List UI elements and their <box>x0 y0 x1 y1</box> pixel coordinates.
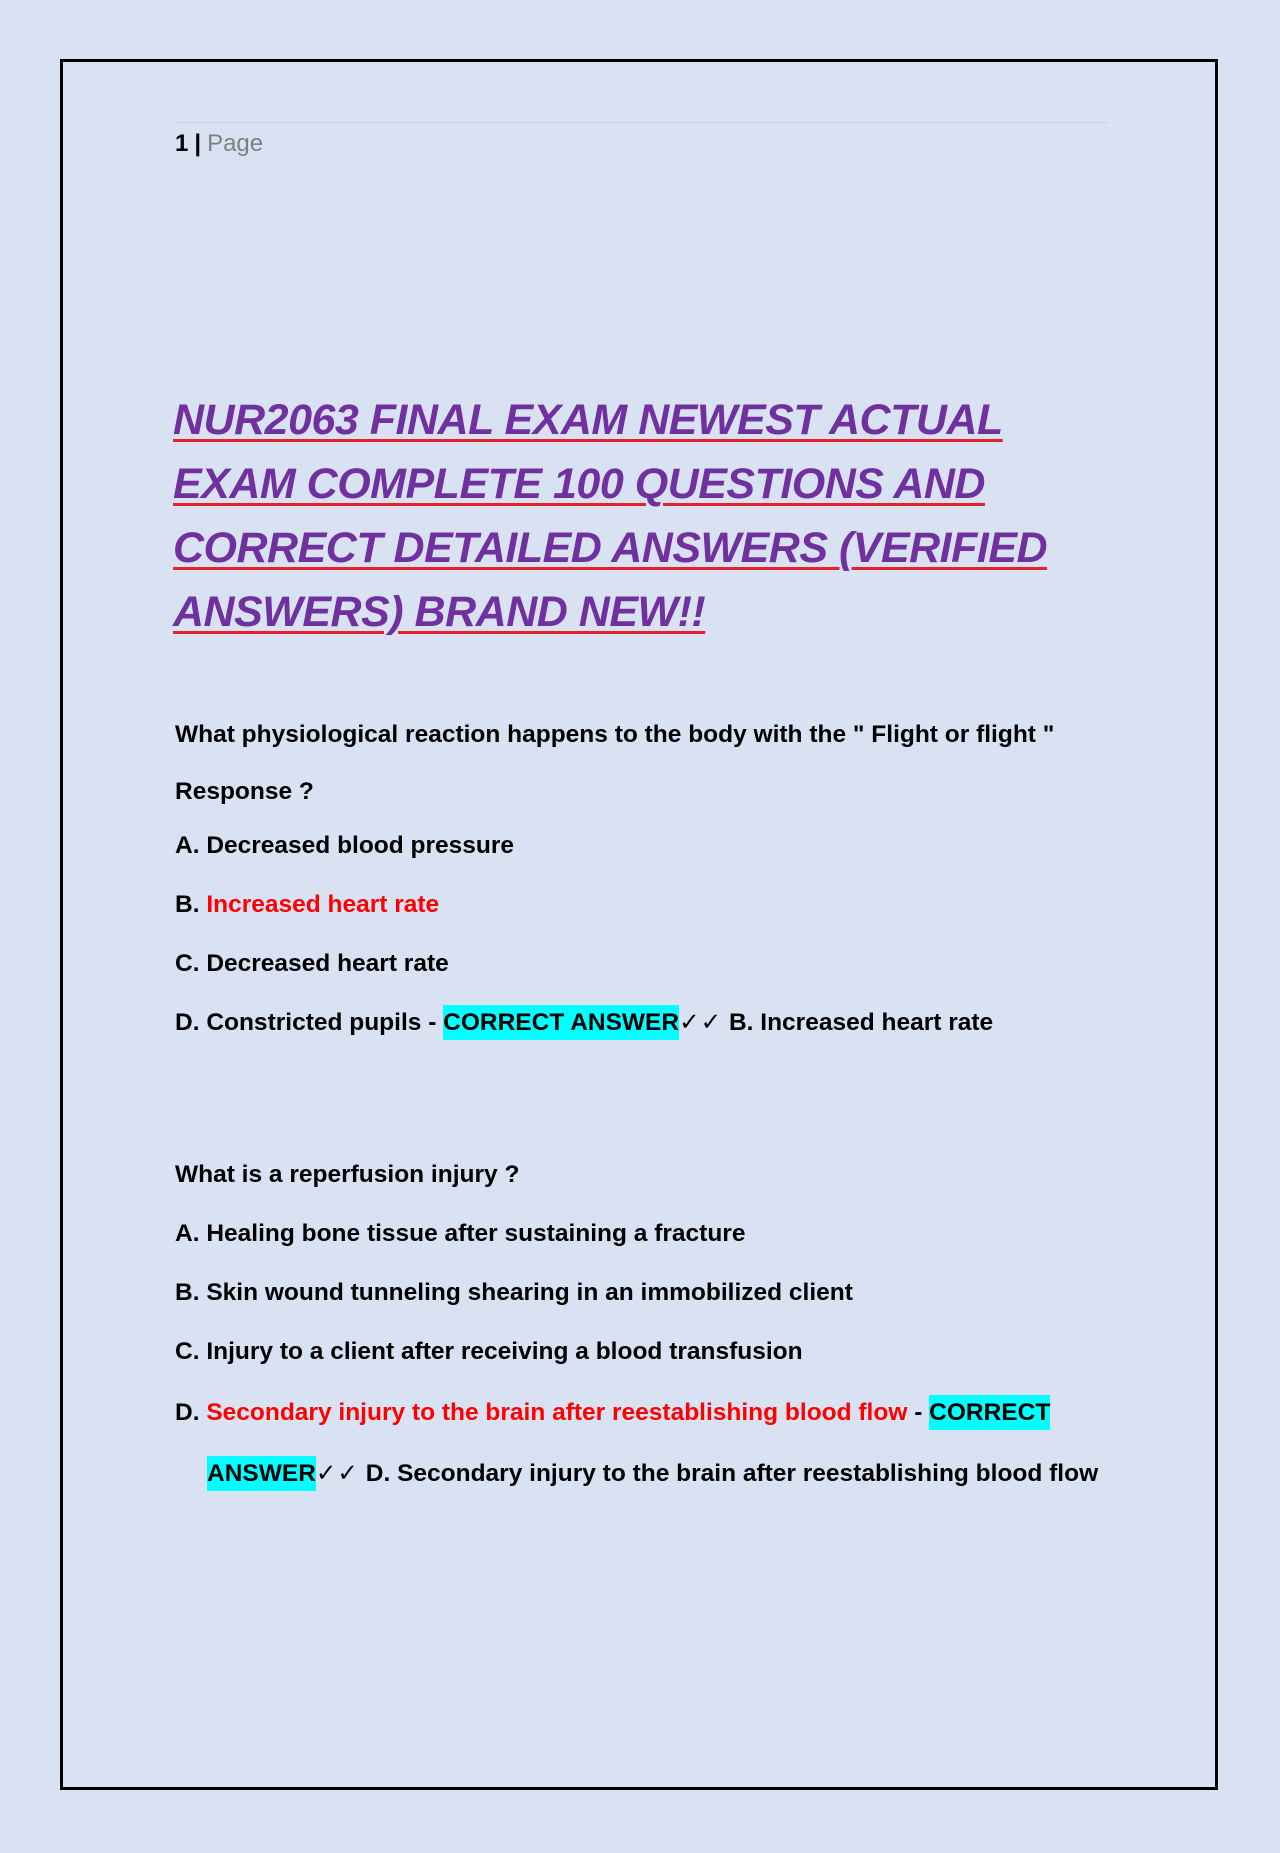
option-letter: B. <box>175 1279 200 1306</box>
option-b <box>175 1278 1105 1308</box>
page-header <box>175 122 1107 159</box>
option-b <box>175 890 1105 920</box>
question-2 <box>175 1160 1105 1533</box>
checkmark-icon: ✓✓ <box>679 1009 723 1036</box>
option-text: Decreased blood pressure <box>206 832 515 859</box>
option-c <box>175 1337 1105 1367</box>
option-letter: C. <box>175 1338 200 1365</box>
correct-answer-tag: CORRECT ANSWER <box>207 1395 1050 1491</box>
question-text: What physiological reaction happens to the body with the " Flight or flight " Response ? <box>175 721 1055 805</box>
answer-separator: - <box>421 1009 444 1036</box>
option-text-correct: Secondary injury to the brain after reestablishing blood flow <box>206 1399 908 1426</box>
option-letter: A. <box>175 1220 200 1247</box>
option-a <box>175 1219 1105 1249</box>
option-letter: A. <box>175 832 200 859</box>
option-letter: D. <box>175 1009 200 1036</box>
option-c <box>175 949 1105 979</box>
option-letter: D. <box>175 1399 200 1426</box>
answer-text: B. Increased heart rate <box>722 1009 994 1036</box>
question-text: What is a reperfusion injury ? <box>175 1161 520 1188</box>
page-label: Page <box>207 130 264 157</box>
checkmark-icon: ✓✓ <box>315 1460 359 1487</box>
page-number: 1 <box>175 130 189 157</box>
correct-answer-tag: CORRECT ANSWER <box>443 1005 679 1040</box>
option-text: Constricted pupils <box>206 1009 422 1036</box>
option-a <box>175 831 1105 861</box>
option-text: Injury to a client after receiving a blood transfusion <box>206 1338 803 1365</box>
option-text-correct: Increased heart rate <box>206 891 440 918</box>
option-text: Skin wound tunneling shearing in an immobilized client <box>206 1279 853 1306</box>
answer-text: D. Secondary injury to the brain after reestablishing blood flow <box>358 1460 1099 1487</box>
page-separator: | <box>194 130 202 157</box>
option-text: Decreased heart rate <box>206 950 449 977</box>
option-text: Healing bone tissue after sustaining a fracture <box>206 1220 746 1247</box>
question-1 <box>175 706 1105 1067</box>
answer-separator: - <box>907 1399 930 1426</box>
option-letter: C. <box>175 950 200 977</box>
option-letter: B. <box>175 891 200 918</box>
option-d <box>175 1382 1105 1504</box>
option-d <box>175 1008 1105 1038</box>
document-title: NUR2063 FINAL EXAM NEWEST ACTUAL EXAM COMPLETE 100 QUESTIONS AND CORRECT DETAILED ANSWERS (VERIFIED ANSWERS) BRAND NEW!! <box>173 396 1048 636</box>
